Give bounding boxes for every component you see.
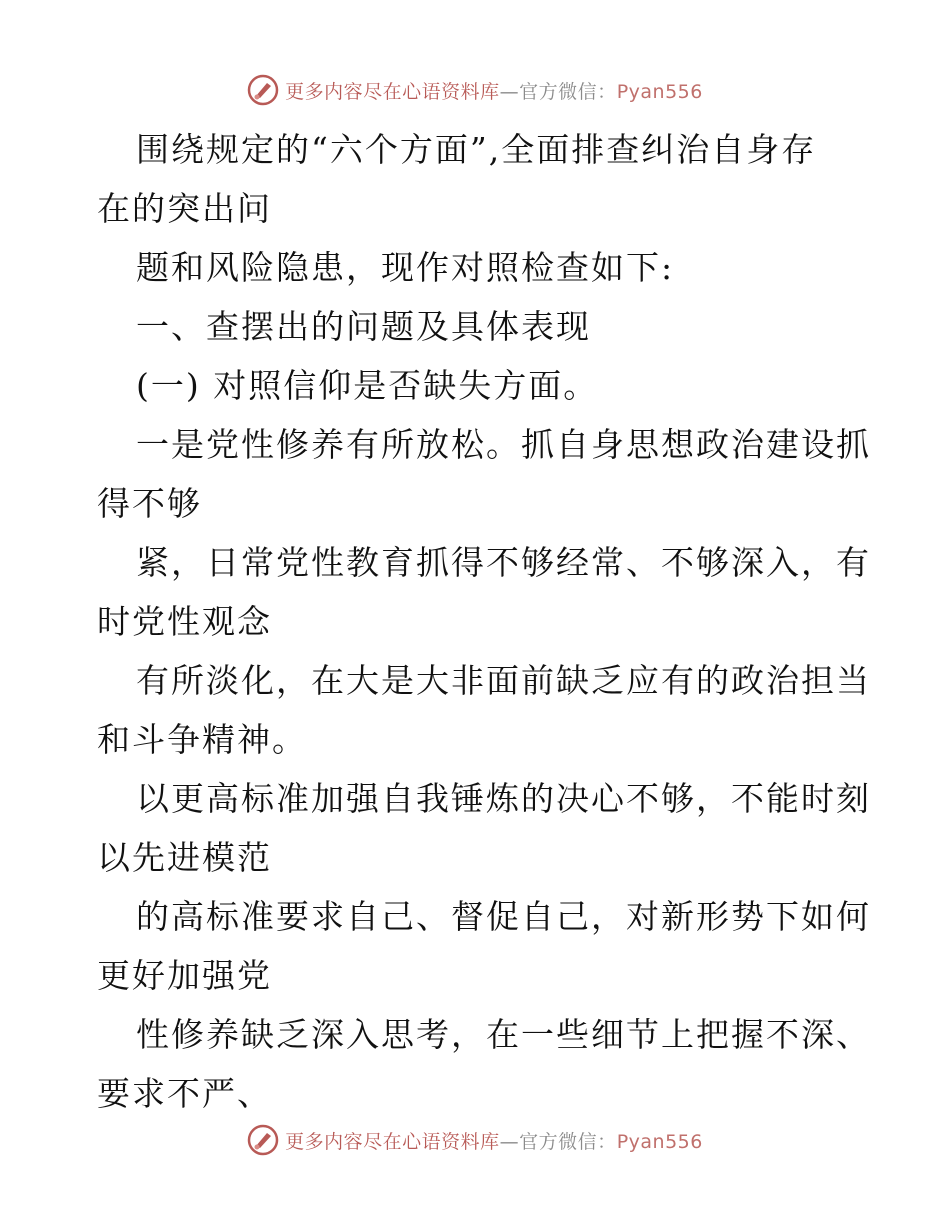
text-line: 一、查摆出的问题及具体表现 [136, 307, 591, 346]
text-line: 紧，日常党性教育抓得不够经常、不够深入，有 [136, 543, 871, 582]
footer-separator: — [499, 1130, 520, 1153]
footer-brand: 更多内容尽在心语资料库 [285, 1130, 500, 1153]
text-line: 更好加强党 [97, 956, 272, 995]
brand-logo-icon [247, 74, 279, 106]
footer-wechat-id: Pyan556 [616, 1130, 703, 1153]
header-separator: — [499, 80, 520, 103]
footer-banner [0, 1120, 950, 1160]
text-line: 以更高标准加强自我锤炼的决心不够，不能时刻 [136, 779, 871, 818]
header-wechat-id: Pyan556 [616, 80, 703, 103]
text-line: 的高标准要求自己、督促自己，对新形势下如何 [136, 897, 871, 936]
text-line: 得不够 [97, 484, 202, 523]
text-line: 有所淡化，在大是大非面前缺乏应有的政治担当 [136, 661, 871, 700]
brand-logo-icon [247, 1124, 279, 1156]
text-line: 围绕规定的“六个方面”,全面排查纠治自身存 [136, 130, 817, 169]
text-line: 一是党性修养有所放松。抓自身思想政治建设抓 [136, 425, 871, 464]
header-brand-text [285, 77, 703, 104]
text-line: 时党性观念 [97, 602, 272, 641]
footer-official-label: 官方微信： [519, 1130, 617, 1153]
header-banner [0, 70, 950, 110]
footer-brand-text [285, 1127, 703, 1154]
text-line: (一) 对照信仰是否缺失方面。 [136, 366, 599, 405]
text-line: 在的突出问 [97, 189, 272, 228]
text-line: 要求不严、 [97, 1074, 272, 1113]
header-official-label: 官方微信： [519, 80, 617, 103]
document-body [97, 120, 871, 1123]
text-line: 和斗争精神。 [97, 720, 307, 759]
text-line: 性修养缺乏深入思考，在一些细节上把握不深、 [136, 1015, 871, 1054]
header-brand: 更多内容尽在心语资料库 [285, 80, 500, 103]
text-line: 以先进模范 [97, 838, 272, 877]
text-line: 题和风险隐患，现作对照检查如下: [136, 248, 675, 287]
